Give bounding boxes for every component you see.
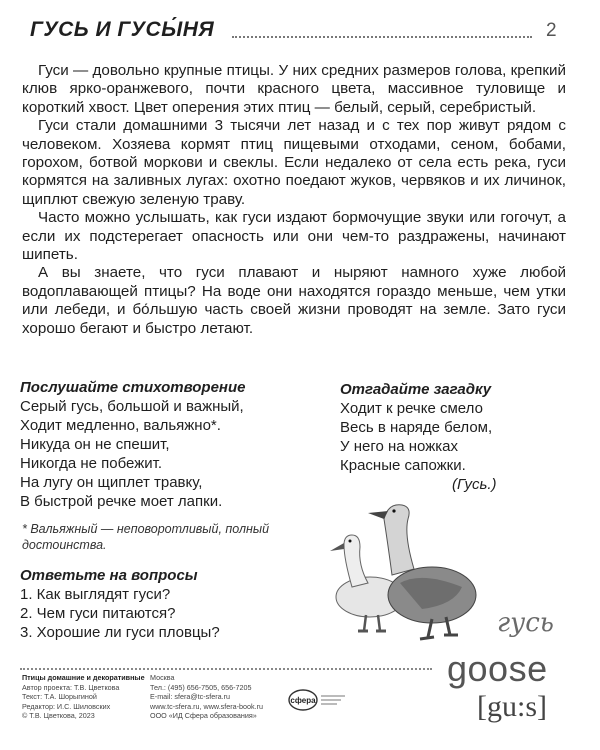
riddle-line: Красные сапожки. <box>340 457 466 474</box>
vocab-word-english: goose <box>447 648 548 689</box>
publisher-block <box>150 673 290 721</box>
publisher-line: Москва <box>150 673 175 682</box>
vocab-word-russian: гусь <box>497 608 554 638</box>
poem-section <box>20 378 320 511</box>
paragraph: Гуси стали домашними 3 тысячи лет назад и с тех пор живут рядом с человеком. Хозяева кормят птиц пищевыми отходами, сеном, бобами, горохом, ботвой моркови и свеклы. Если недалеко от села есть река, гуси кормятся на заливных лугах: охотно поедают жуков, червяков и их личинок, щиплют свежую зеленую траву. <box>22 117 566 208</box>
poem-line: Никогда не побежит. <box>20 455 162 472</box>
footer-divider <box>20 668 432 670</box>
riddle-answer: (Гусь.) <box>452 476 497 493</box>
riddle-heading: Отгадайте загадку <box>340 381 492 398</box>
vocab-transcription: [gu:s] <box>477 690 547 723</box>
question-item: 1. Как выглядят гуси? <box>20 586 171 603</box>
poem-line: На лугу он щиплет травку, <box>20 474 203 491</box>
geese-illustration <box>322 495 492 645</box>
questions-section <box>20 566 320 642</box>
paragraph: Часто можно услышать, как гуси издают бормочущие звуки или гогочут, а если их подстерегает опасность или они чем-то раздражены, начинают шипеть. <box>22 209 566 264</box>
title-dotted-leader <box>232 36 532 38</box>
imprint-title: Птицы домашние и декоративные <box>22 673 145 682</box>
article-body <box>22 62 566 338</box>
imprint-line: Автор проекта: Т.В. Цветкова <box>22 682 120 692</box>
paragraph: А вы знаете, что гуси плавают и ныряют намного хуже любой водоплавающей птицы? На воде они находятся гораздо меньше, чем утки или лебеди, и бо́льшую часть своей жизни проводят на земле. Зато гуси хорошо бегают и быстро летают. <box>22 264 566 337</box>
publisher-logo-text: сфера <box>290 696 316 705</box>
imprint-line: Редактор: И.С. Шиловских <box>22 701 111 711</box>
grey-goose <box>368 505 476 639</box>
poem-heading: Послушайте стихотворение <box>20 379 246 396</box>
poem-line: Ходит медленно, вальяжно*. <box>20 417 221 434</box>
poem-line: Никуда он не спешит, <box>20 436 170 453</box>
imprint-line: © Т.В. Цветкова, 2023 <box>22 711 95 721</box>
paragraph: Гуси — довольно крупные птицы. У них средних размеров голова, крепкий клюв ярко-оранжевого, почти красного цвета, массивное туловище и короткий хвост. Цвет оперения этих птиц — белый, серый, серебристый. <box>22 62 566 116</box>
page-title: ГУСЬ И ГУСЫ́НЯ <box>30 18 215 41</box>
imprint-line: Текст: Т.А. Шорыгиной <box>22 692 97 702</box>
poem-line: Серый гусь, большой и важный, <box>20 398 244 415</box>
poem-line: В быстрой речке моет лапки. <box>20 493 223 510</box>
publisher-line: www.tc-sfera.ru, www.sfera-book.ru <box>150 701 264 711</box>
publisher-line: ООО «ИД Сфера образования» <box>150 711 257 721</box>
riddle-line: Ходит к речке смело <box>340 400 483 417</box>
question-item: 3. Хорошие ли гуси пловцы? <box>20 624 220 641</box>
publisher-line: E-mail: sfera@tc-sfera.ru <box>150 692 230 702</box>
questions-heading: Ответьте на вопросы <box>20 567 198 584</box>
riddle-section <box>340 380 580 494</box>
riddle-line: Весь в наряде белом, <box>340 419 493 436</box>
riddle-line: У него на ножках <box>340 438 458 455</box>
question-item: 2. Чем гуси питаются? <box>20 605 176 622</box>
publisher-logo <box>287 688 349 712</box>
publisher-line: Тел.: (495) 656-7505, 656-7205 <box>150 682 252 692</box>
page-number: 2 <box>546 20 557 41</box>
poem-footnote: * Вальяжный — неповоротливый, полный достоинства. <box>22 522 270 552</box>
